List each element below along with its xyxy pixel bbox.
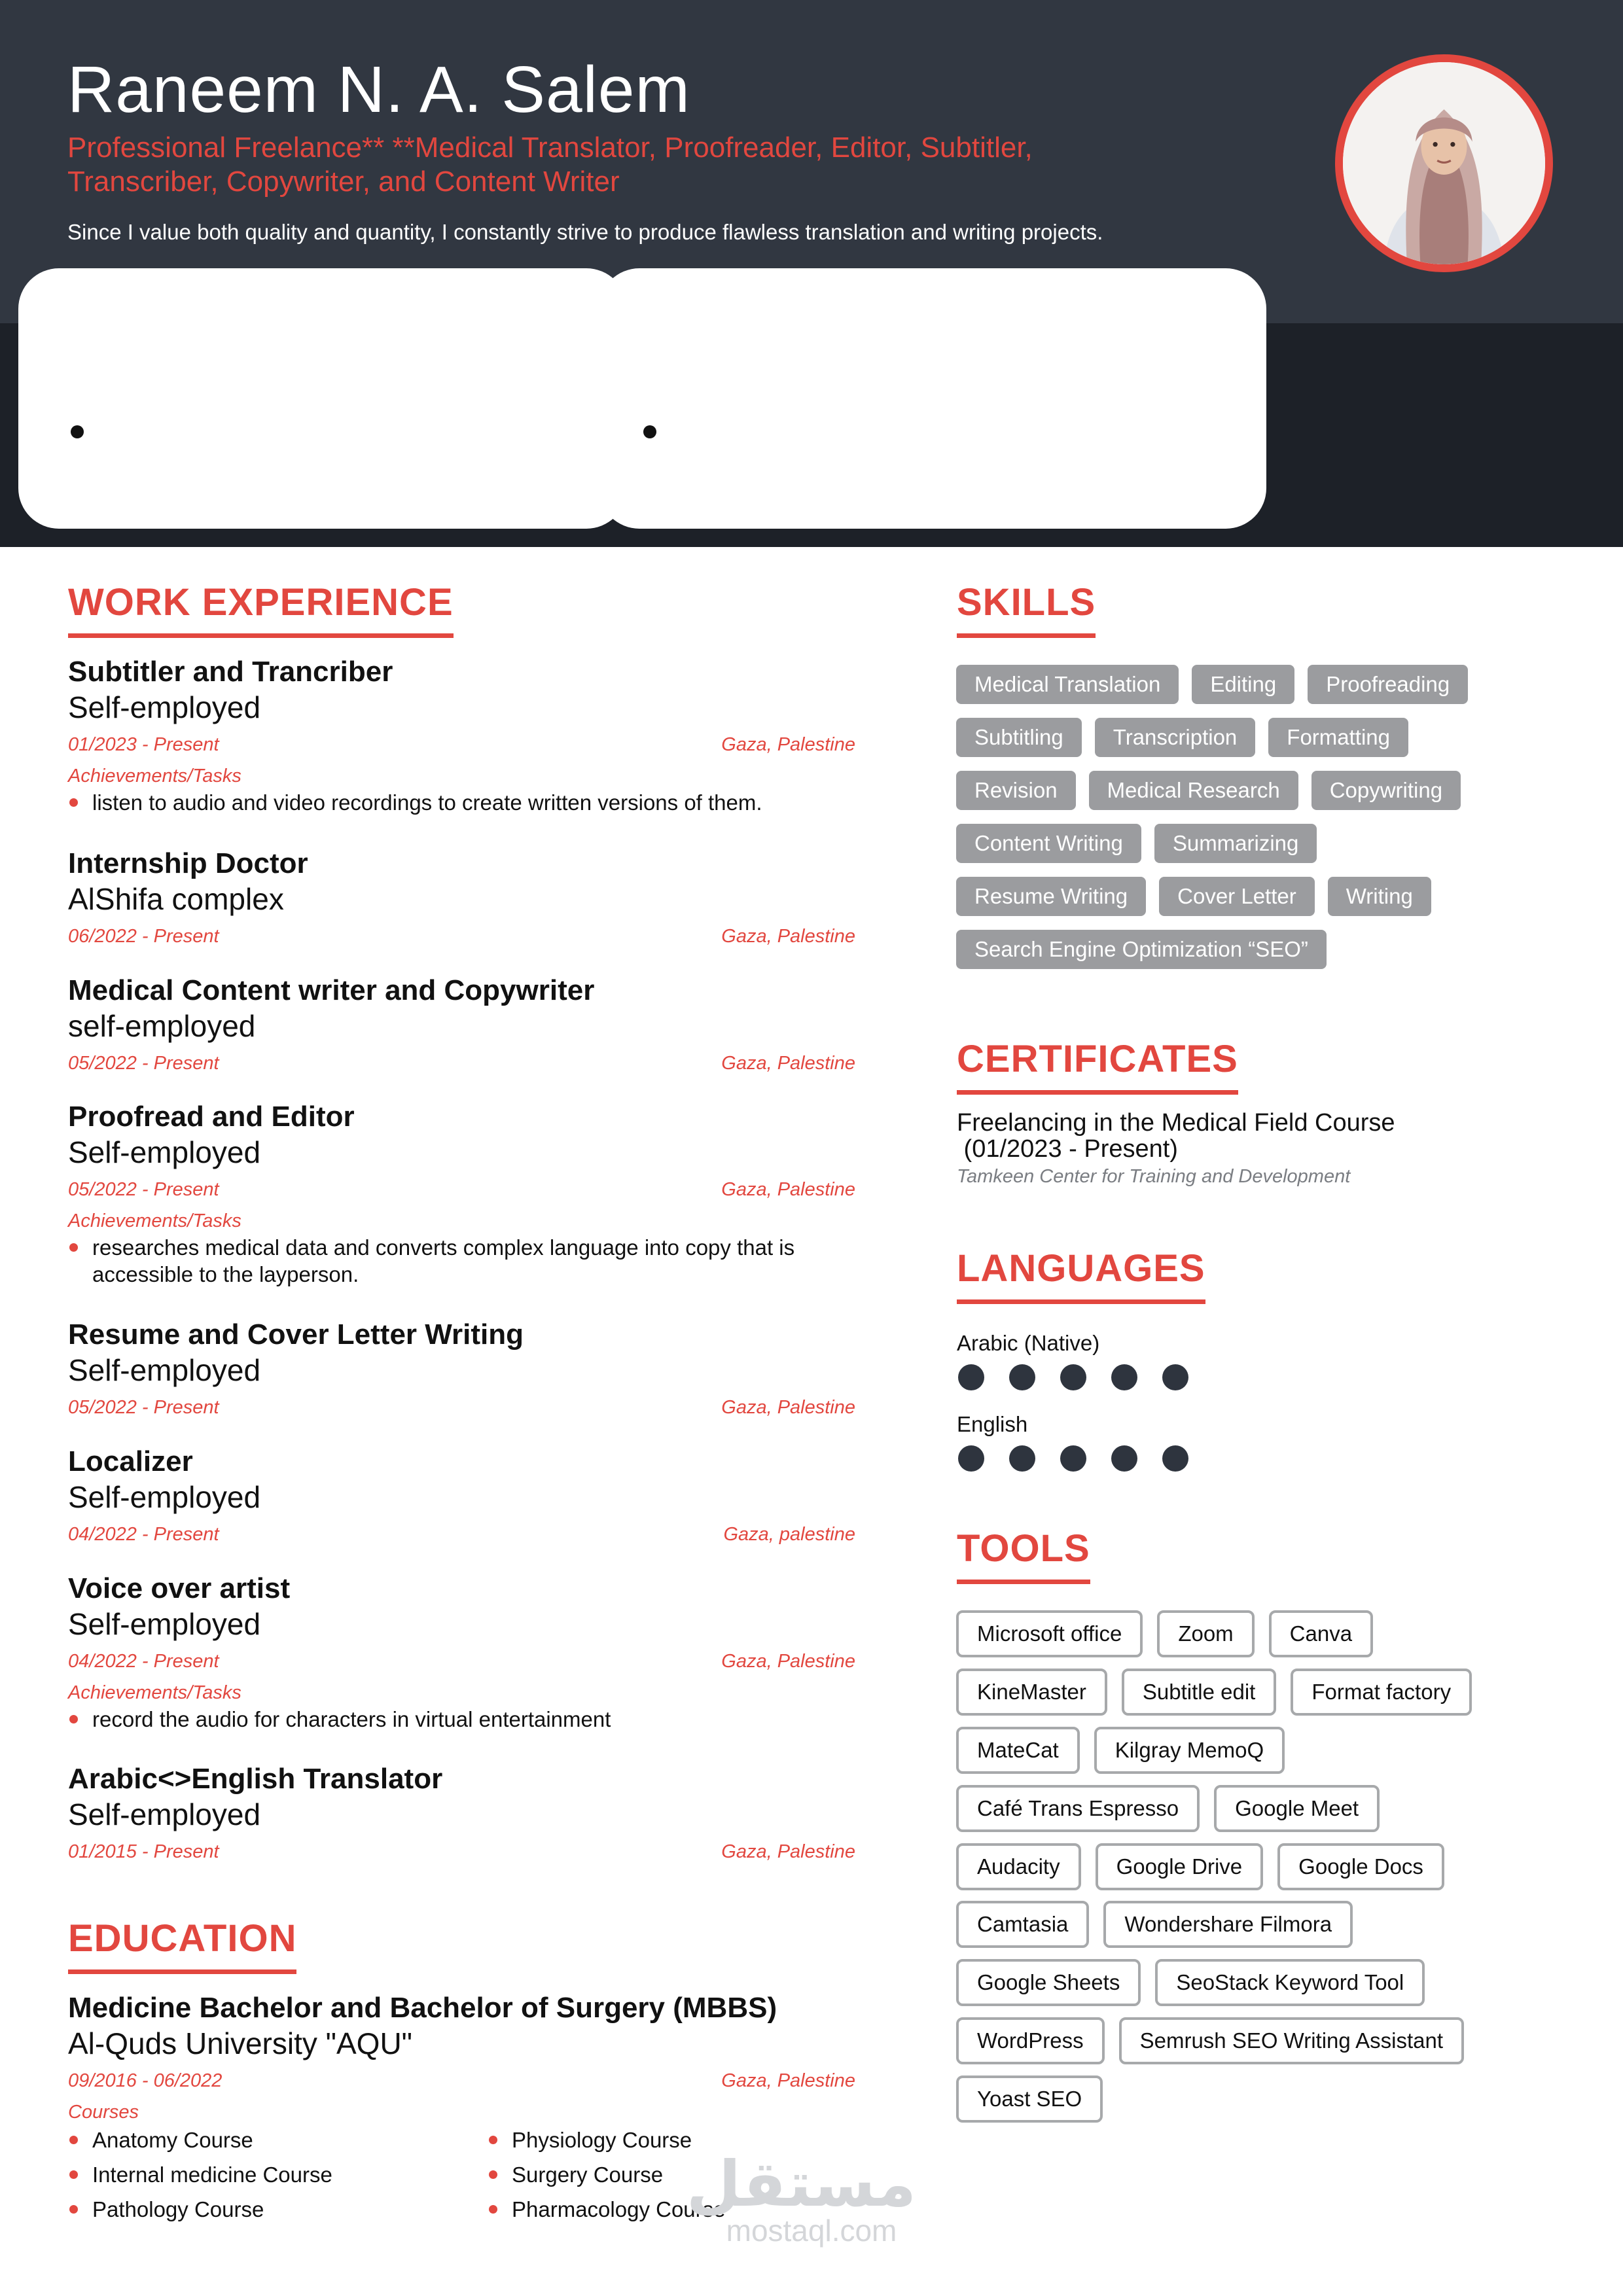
achievements-label: Achievements/Tasks: [68, 1210, 241, 1231]
job-dates: 05/2022 - Present: [68, 1053, 219, 1074]
mostaql-watermark: [686, 2147, 916, 2248]
job-meta: [68, 1647, 855, 1676]
job-title: Voice over artist: [68, 1572, 291, 1604]
tool-tag: Café Trans Espresso: [956, 1785, 1200, 1832]
candidate-headline: Professional Freelance** **Medical Translator, Proofreader, Editor, Subtitler, Transcriber, Copywriter, and Content Writer: [67, 132, 1033, 198]
contact-bullet: [71, 425, 84, 438]
skill-tag: Revision: [956, 771, 1076, 810]
job-location: Gaza, Palestine: [721, 1179, 855, 1200]
language-level-dots: [958, 1364, 1349, 1390]
language-level-dot: [1060, 1364, 1086, 1390]
education-dates: 09/2016 - 06/2022: [68, 2070, 223, 2091]
job-dates: 04/2022 - Present: [68, 1524, 219, 1545]
job-location: Gaza, Palestine: [721, 926, 855, 947]
job-company: Self-employed: [68, 1480, 261, 1514]
course-item: Anatomy Course: [68, 2123, 474, 2157]
job-location: Gaza, Palestine: [721, 1053, 855, 1074]
job-title: Arabic<>English Translator: [68, 1763, 443, 1795]
skills-row: [956, 930, 1327, 969]
job-dates: 01/2023 - Present: [68, 734, 219, 755]
profile-photo: [1335, 54, 1553, 272]
tools-row: [956, 1959, 1425, 2006]
contact-card-right: [599, 268, 1266, 529]
course-item: Pathology Course: [68, 2192, 474, 2227]
tool-tag: Google Sheets: [956, 1959, 1141, 2006]
job-company: Self-employed: [68, 1135, 261, 1169]
language-entry: [957, 1411, 1349, 1472]
tools-row: [956, 2075, 1103, 2123]
job-dates: 04/2022 - Present: [68, 1651, 219, 1672]
skill-tag: Subtitling: [956, 718, 1082, 757]
section-title-certificates: CERTIFICATES: [957, 1037, 1238, 1095]
job-title: Proofread and Editor: [68, 1101, 355, 1133]
job-meta: [68, 1175, 855, 1204]
education-degree: Medicine Bachelor and Bachelor of Surgery (MBBS): [68, 1992, 777, 2024]
language-name: Arabic (Native): [957, 1331, 1100, 1355]
tool-tag: MateCat: [956, 1727, 1080, 1774]
tool-tag: Canva: [1269, 1610, 1373, 1657]
education-location: Gaza, Palestine: [721, 2070, 855, 2091]
watermark-latin: mostaql.com: [726, 2214, 897, 2248]
job-location: Gaza, Palestine: [721, 1651, 855, 1672]
course-item: Pharmacology Course: [488, 2192, 893, 2227]
job-company: Self-employed: [68, 1353, 261, 1387]
tool-tag: Format factory: [1291, 1669, 1472, 1716]
job-company: Self-employed: [68, 690, 261, 724]
tool-tag: Google Meet: [1214, 1785, 1380, 1832]
tool-tag: KineMaster: [956, 1669, 1107, 1716]
education-school: Al-Quds University "AQU": [68, 2026, 412, 2060]
skill-tag: Summarizing: [1154, 824, 1317, 863]
skill-tag: Writing: [1328, 877, 1431, 916]
tool-tag: Subtitle edit: [1122, 1669, 1276, 1716]
tool-tag: Microsoft office: [956, 1610, 1143, 1657]
section-title-tools: TOOLS: [957, 1527, 1090, 1584]
job-meta: [68, 1837, 855, 1866]
job-company: AlShifa complex: [68, 882, 284, 916]
job-location: Gaza, Palestine: [721, 734, 855, 755]
skill-tag: Transcription: [1095, 718, 1256, 757]
language-level-dot: [1111, 1445, 1137, 1472]
job-entry: [68, 1099, 855, 1288]
skills-row: [956, 665, 1468, 704]
job-meta: [68, 730, 855, 759]
language-name: English: [957, 1412, 1028, 1436]
section-title-languages: LANGUAGES: [957, 1246, 1205, 1304]
profile-photo-image: [1343, 62, 1545, 264]
job-entry: [68, 846, 855, 951]
language-level-dot: [1009, 1445, 1035, 1472]
tool-tag: Zoom: [1157, 1610, 1254, 1657]
skills-row: [956, 824, 1317, 863]
language-level-dot: [1111, 1364, 1137, 1390]
language-level-dot: [958, 1445, 984, 1472]
skills-row: [956, 771, 1461, 810]
candidate-name: Raneem N. A. Salem: [67, 53, 690, 126]
skill-tag: Editing: [1192, 665, 1294, 704]
courses-label: Courses: [68, 2102, 139, 2123]
achievement-bullet: record the audio for characters in virtual entertainment: [68, 1706, 855, 1733]
job-dates: 05/2022 - Present: [68, 1179, 219, 1200]
language-level-dot: [1009, 1364, 1035, 1390]
job-meta: [68, 1393, 855, 1422]
tools-row: [956, 1727, 1285, 1774]
skill-tag: Formatting: [1268, 718, 1408, 757]
skills-row: [956, 718, 1408, 757]
language-level-dot: [1162, 1445, 1188, 1472]
tool-tag: Wondershare Filmora: [1103, 1901, 1353, 1948]
tool-tag: Camtasia: [956, 1901, 1089, 1948]
skill-tag: Content Writing: [956, 824, 1141, 863]
job-title: Subtitler and Trancriber: [68, 656, 393, 688]
skills-row: [956, 877, 1431, 916]
section-title-skills: SKILLS: [957, 580, 1096, 638]
candidate-summary: Since I value both quality and quantity, I constantly strive to produce flawless translation and writing projects.: [67, 220, 1103, 244]
job-title: Internship Doctor: [68, 847, 308, 879]
section-title-education: EDUCATION: [68, 1916, 296, 1974]
tool-tag: SeoStack Keyword Tool: [1155, 1959, 1425, 2006]
skill-tag: Proofreading: [1308, 665, 1468, 704]
tool-tag: Google Docs: [1277, 1843, 1444, 1890]
job-location: Gaza, Palestine: [721, 1841, 855, 1862]
achievement-bullet: listen to audio and video recordings to create written versions of them.: [68, 789, 855, 816]
contact-bullet: [643, 425, 656, 438]
course-item: Internal medicine Course: [68, 2157, 474, 2192]
section-title-work-experience: WORK EXPERIENCE: [68, 580, 454, 638]
language-level-dots: [958, 1445, 1349, 1472]
course-item: Surgery Course: [488, 2157, 893, 2192]
tool-tag: Audacity: [956, 1843, 1081, 1890]
skill-tag: Copywriting: [1311, 771, 1461, 810]
achievements-label: Achievements/Tasks: [68, 1682, 241, 1703]
tools-row: [956, 1901, 1353, 1948]
courses-left-column: [68, 2123, 474, 2227]
tool-tag: Google Drive: [1096, 1843, 1264, 1890]
language-level-dot: [1060, 1445, 1086, 1472]
job-entry: [68, 973, 855, 1078]
tools-row: [956, 1785, 1380, 1832]
job-location: Gaza, palestine: [723, 1524, 855, 1545]
certificate-name: Freelancing in the Medical Field Course: [957, 1109, 1395, 1137]
watermark-arabic: مستقل: [686, 2147, 916, 2221]
job-dates: 06/2022 - Present: [68, 926, 219, 947]
job-meta: [68, 1049, 855, 1078]
achievements-label: Achievements/Tasks: [68, 766, 241, 786]
job-title: Medical Content writer and Copywriter: [68, 974, 595, 1006]
tool-tag: Kilgray MemoQ: [1094, 1727, 1285, 1774]
certificate-entry: [957, 1110, 1546, 1191]
language-entry: [957, 1330, 1349, 1390]
job-title: Localizer: [68, 1445, 193, 1477]
tools-row: [956, 1610, 1373, 1657]
education-meta: [68, 2066, 855, 2095]
education-entry: [68, 1990, 855, 2125]
job-entry: [68, 1317, 855, 1422]
skill-tag: Cover Letter: [1159, 877, 1315, 916]
job-entry: [68, 1444, 855, 1549]
job-location: Gaza, Palestine: [721, 1397, 855, 1418]
job-dates: 01/2015 - Present: [68, 1841, 219, 1862]
tools-row: [956, 1843, 1444, 1890]
language-level-dot: [958, 1364, 984, 1390]
certificate-issuer: Tamkeen Center for Training and Development: [957, 1166, 1351, 1187]
certificate-dates: (01/2023 - Present): [957, 1135, 1178, 1163]
tools-row: [956, 1669, 1472, 1716]
job-entry: [68, 654, 855, 816]
language-level-dot: [1162, 1364, 1188, 1390]
tool-tag: Semrush SEO Writing Assistant: [1119, 2017, 1464, 2064]
tool-tag: Yoast SEO: [956, 2075, 1103, 2123]
job-dates: 05/2022 - Present: [68, 1397, 219, 1418]
skill-tag: Search Engine Optimization “SEO”: [956, 930, 1327, 969]
contact-card-left: [18, 268, 627, 529]
job-entry: [68, 1571, 855, 1733]
course-item: Physiology Course: [488, 2123, 893, 2157]
job-company: Self-employed: [68, 1797, 261, 1831]
job-meta: [68, 1520, 855, 1549]
skill-tag: Medical Research: [1089, 771, 1298, 810]
achievement-bullet: researches medical data and converts complex language into copy that is accessible to the layperson.: [68, 1234, 866, 1288]
job-title: Resume and Cover Letter Writing: [68, 1318, 524, 1351]
job-company: self-employed: [68, 1009, 256, 1043]
tool-tag: WordPress: [956, 2017, 1105, 2064]
job-meta: [68, 922, 855, 951]
header: [0, 0, 1623, 547]
skill-tag: Resume Writing: [956, 877, 1146, 916]
job-entry: [68, 1761, 855, 1866]
tools-row: [956, 2017, 1464, 2064]
skill-tag: Medical Translation: [956, 665, 1179, 704]
job-company: Self-employed: [68, 1607, 261, 1641]
